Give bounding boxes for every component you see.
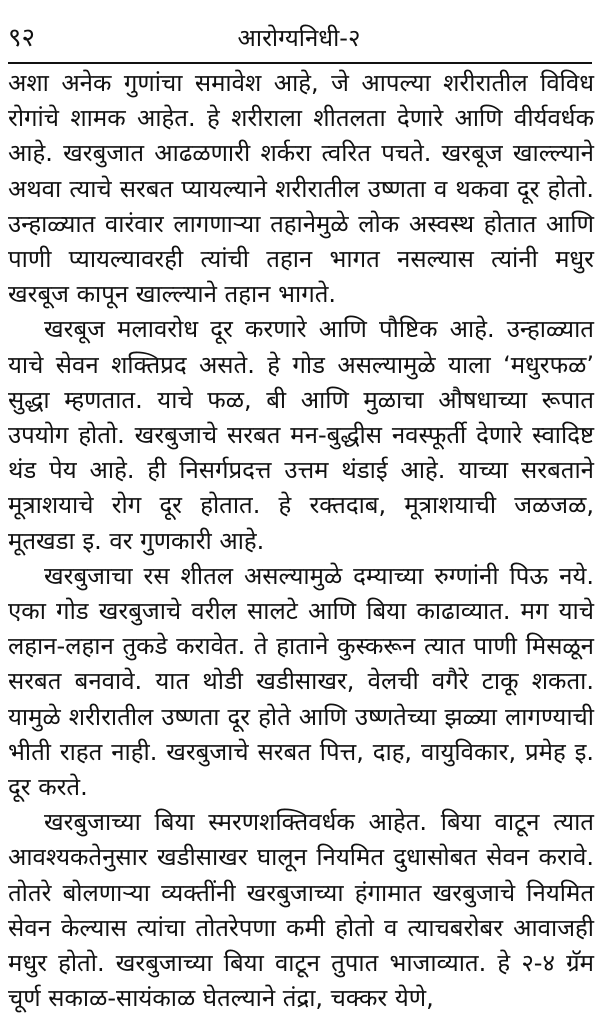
paragraph: खरबुजाच्या बिया स्मरणशक्तिवर्धक आहेत. बिया वाटून त्यात आवश्यकतेनुसार खडीसाखर घालून नियमित दुधासोबत सेवन करावे. तोतरे बोलणाऱ्या व्यक्तींनी खरबुजाच्या हंगामात खरबुजाचे नियमित सेवन केल्यास त्यांचा तोतरेपणा कमी होतो व त्याचबरोबर आवाजही मधुर होतो. खरबुजाच्या बिया वाटून तुपात भाजाव्यात. हे २-४ ग्रॅम चूर्ण सकाळ-सायंकाळ घेतल्याने तंद्रा, चक्कर येणे, [8, 808, 594, 1013]
page-body [8, 66, 594, 1016]
header-rule [8, 62, 592, 64]
paragraph: खरबुजाचा रस शीतल असल्यामुळे दम्याच्या रुग्णांनी पिऊ नये. एका गोड खरबुजाचे वरील सालटे आणि बिया काढाव्यात. मग याचे लहान-लहान तुकडे करावेत. ते हाताने कुस्करून त्यात पाणी मिसळून सरबत बनवावे. यात थोडी खडीसाखर, वेलची वगैरे टाकू शकता. यामुळे शरीरातील उष्णता दूर होते आणि उष्णतेच्या झळ्या लागण्याची भीती राहत नाही. खरबुजाचे सरबत पित्त, दाह, वायुविकार, प्रमेह इ. दूर करते. [8, 561, 594, 802]
page-number: ९२ [8, 23, 36, 53]
paragraph: खरबूज मलावरोध दूर करणारे आणि पौष्टिक आहे. उन्हाळ्यात याचे सेवन शक्तिप्रद असते. हे गोड असल्यामुळे याला ‘मधुरफळ’ सुद्धा म्हणतात. याचे फळ, बी आणि मुळाचा औषधाच्या रूपात उपयोग होतो. खरबुजाचे सरबत मन-बुद्धीस नवस्फूर्ती देणारे स्वादिष्ट थंड पेय आहे. ही निसर्गप्रदत्त उत्तम थंडाई आहे. याच्या सरबताने मूत्राशयाचे रोग दूर होतात. हे रक्तदाब, मूत्राशयाची जळजळ, मूतखडा इ. वर गुणकारी आहे. [8, 315, 594, 555]
page-header [8, 18, 590, 58]
paragraph: अशा अनेक गुणांचा समावेश आहे, जे आपल्या शरीरातील विविध रोगांचे शामक आहेत. हे शरीराला शीतलता देणारे आणि वीर्यवर्धक आहे. खरबुजात आढळणारी शर्करा त्वरित पचते. खरबूज खाल्ल्याने अथवा त्याचे सरबत प्यायल्याने शरीरातील उष्णता व थकवा दूर होतो. उन्हाळ्यात वारंवार लागणाऱ्या तहानेमुळे लोक अस्वस्थ होतात आणि पाणी प्यायल्यावरही त्यांची तहान भागत नसल्यास त्यांनी मधुर खरबूज कापून खाल्ल्याने तहान भागते. [8, 69, 594, 309]
running-title: आरोग्यनिधी-२ [237, 24, 361, 52]
